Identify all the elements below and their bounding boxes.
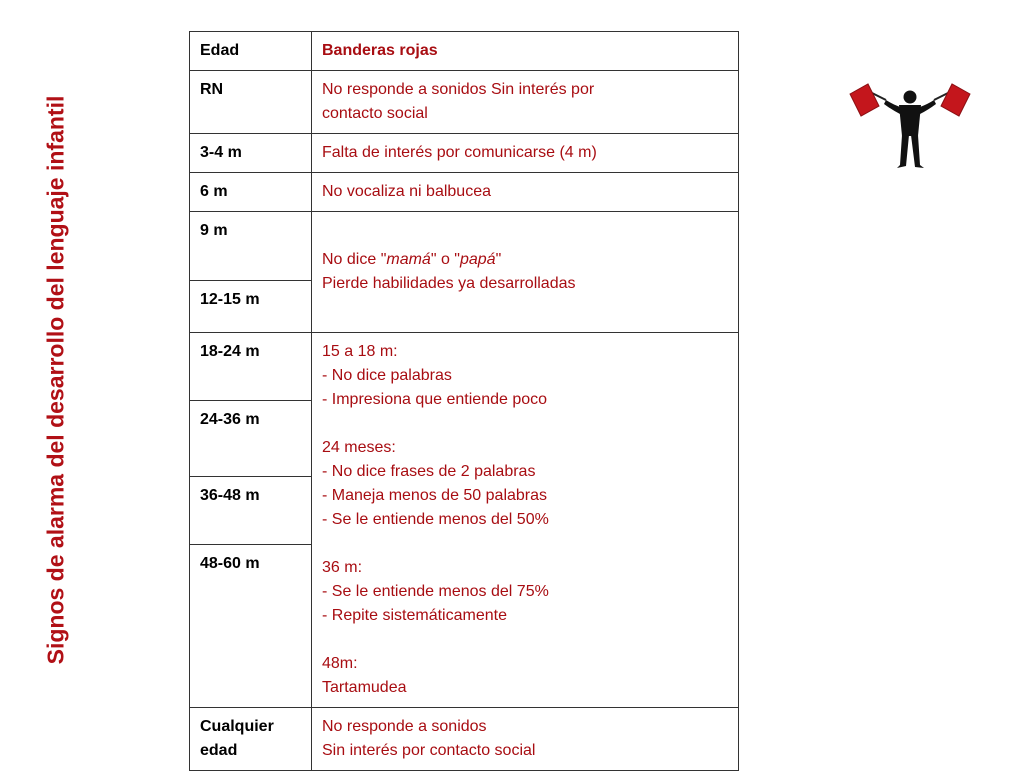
header-flags: Banderas rojas: [312, 32, 739, 71]
flag-line: Sin interés por contacto social: [322, 742, 536, 759]
flag-cell: [312, 212, 739, 333]
flag-line: 24 meses:: [322, 439, 396, 456]
table-row: [190, 173, 739, 212]
quote-mid: " o ": [430, 251, 460, 268]
flag-line: 48m:: [322, 655, 358, 672]
flag-line: - Repite sistemáticamente: [322, 607, 507, 624]
table-row: [190, 212, 739, 281]
spacer: [322, 412, 728, 436]
age-cell: 24-36 m: [190, 401, 312, 477]
age-cell: 36-48 m: [190, 477, 312, 545]
flag-line: No responde a sonidos: [322, 718, 487, 735]
table-row: [190, 333, 739, 401]
age-cell: 6 m: [190, 173, 312, 212]
table-row: [190, 134, 739, 173]
alarm-signs-table: [189, 31, 739, 771]
flag-cell: Falta de interés por comunicarse (4 m): [312, 134, 739, 173]
flag-line: [322, 248, 728, 272]
flag-cell: [312, 708, 739, 771]
flag-line: - No dice frases de 2 palabras: [322, 463, 536, 480]
side-title-text: Signos de alarma del desarrollo del lenguaje infantil: [42, 95, 69, 665]
flag-line: No responde a sonidos Sin interés por: [322, 81, 595, 98]
flag-cell: [312, 71, 739, 134]
table-row: [190, 71, 739, 134]
flag-line: - Se le entiende menos del 50%: [322, 511, 549, 528]
age-line: edad: [200, 742, 238, 759]
flag-cell: No vocaliza ni balbucea: [312, 173, 739, 212]
age-cell: [190, 708, 312, 771]
word-papa: papá: [459, 251, 496, 268]
age-value: 48-60 m: [200, 555, 260, 572]
flag-line: Tartamudea: [322, 679, 407, 696]
word-mama: mamá: [386, 251, 431, 268]
quote-open: No dice ": [322, 251, 387, 268]
age-cell: 9 m: [190, 212, 312, 281]
side-title: [36, 30, 76, 730]
age-cell: 18-24 m: [190, 333, 312, 401]
quote-close: ": [495, 251, 502, 268]
flag-line: Pierde habilidades ya desarrolladas: [322, 275, 576, 292]
flag-line: - Impresiona que entiende poco: [322, 391, 548, 408]
age-cell: RN: [190, 71, 312, 134]
spacer: [322, 628, 728, 652]
age-cell: 12-15 m: [190, 281, 312, 333]
flag-line: 36 m:: [322, 559, 363, 576]
spacer: [322, 532, 728, 556]
age-cell: [190, 545, 312, 708]
age-cell: 3-4 m: [190, 134, 312, 173]
table-header-row: [190, 32, 739, 71]
header-age: Edad: [190, 32, 312, 71]
flag-line: contacto social: [322, 105, 428, 122]
person-with-red-flags-icon: [848, 80, 972, 172]
flag-cell: [312, 333, 739, 708]
age-line: Cualquier: [200, 718, 274, 735]
table-row: [190, 708, 739, 771]
flag-line: - No dice palabras: [322, 367, 452, 384]
flag-line: - Se le entiende menos del 75%: [322, 583, 549, 600]
flag-line: - Maneja menos de 50 palabras: [322, 487, 548, 504]
flag-line: 15 a 18 m:: [322, 343, 398, 360]
